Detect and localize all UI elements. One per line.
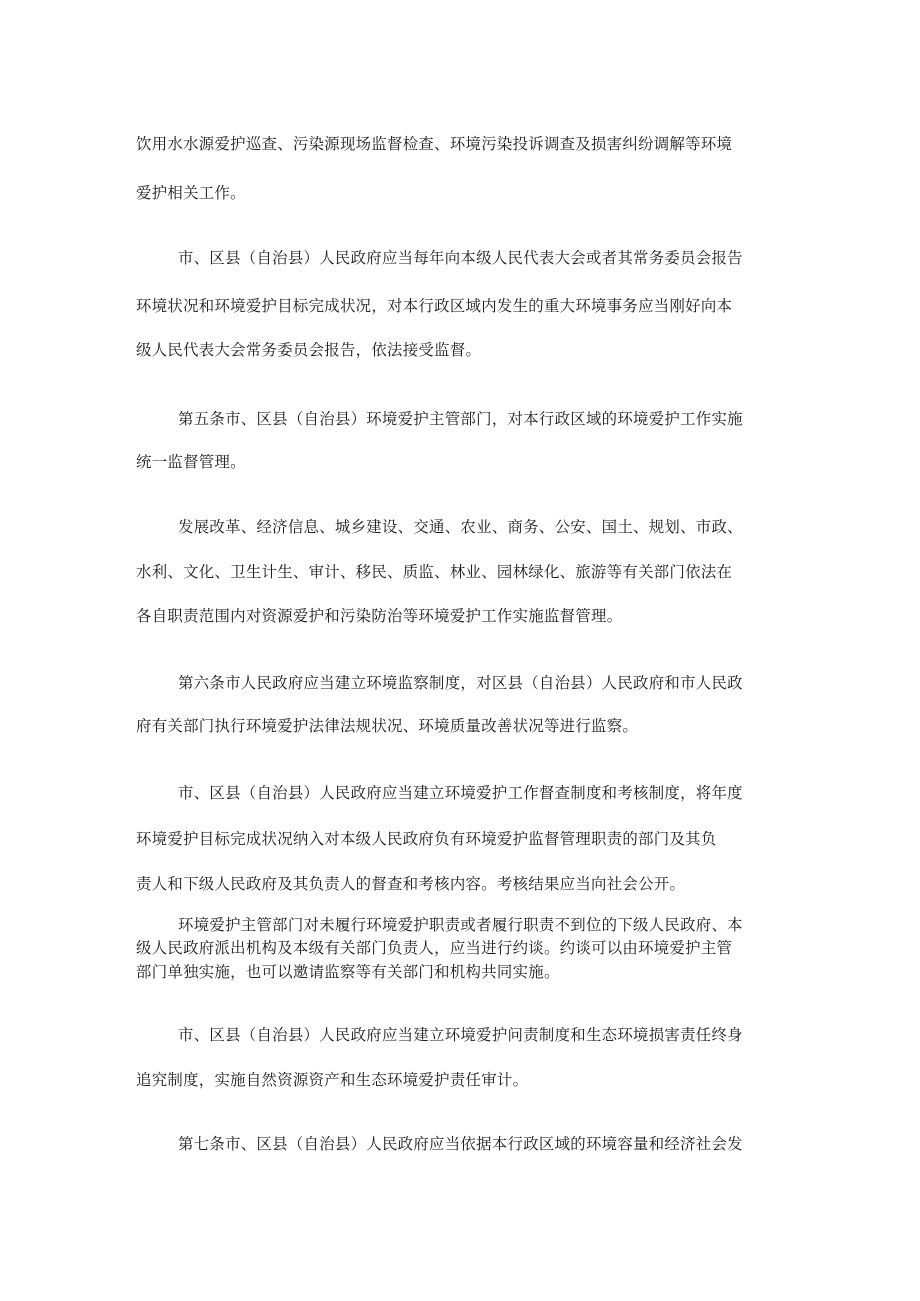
text-line: 各自职责范围内对资源爱护和污染防治等环境爱护工作实施监督管理。 [136, 607, 623, 625]
text-line: 环境爱护主管部门对未履行环境爱护职责或者履行职责不到位的下级人民政府、本 [178, 916, 743, 934]
text-line: 环境状况和环境爱护目标完成状况，对本行政区域内发生的重大环境事务应当刚好向本 [136, 297, 733, 315]
text-line: 水利、文化、卫生计生、审计、移民、质监、林业、园林绿化、旅游等有关部门依法在 [136, 563, 733, 581]
text-line: 级人民政府派出机构及本级有关部门负责人，应当进行约谈。约谈可以由环境爱护主管 [136, 939, 733, 957]
text-line: 第五条市、区县（自治县）环境爱护主管部门，对本行政区域的环境爱护工作实施 [178, 410, 743, 428]
text-line: 市、区县（自治县）人民政府应当建立环境爱护问责制度和生态环境损害责任终身 [178, 1026, 743, 1044]
text-line: 环境爱护目标完成状况纳入对本级人民政府负有环境爱护监督管理职责的部门及其负 [136, 830, 717, 848]
text-line: 部门单独实施，也可以邀请监察等有关部门和机构共同实施。 [136, 963, 560, 981]
text-line: 级人民代表大会常务委员会报告，依法接受监督。 [136, 341, 482, 359]
text-line: 爱护相关工作。 [136, 184, 246, 202]
text-line: 责人和下级人民政府及其负责人的督查和考核内容。考核结果应当向社会公开。 [136, 875, 686, 893]
text-line: 发展改革、经济信息、城乡建设、交通、农业、商务、公安、国土、规划、市政、 [178, 518, 743, 536]
text-line: 市、区县（自治县）人民政府应当每年向本级人民代表大会或者其常务委员会报告 [178, 249, 743, 267]
text-line: 府有关部门执行环境爱护法律法规状况、环境质量改善状况等进行监察。 [136, 717, 639, 735]
text-line: 统一监督管理。 [136, 453, 246, 471]
text-line: 第七条市、区县（自治县）人民政府应当依据本行政区域的环境容量和经济社会发 [178, 1135, 743, 1153]
text-line: 第六条市人民政府应当建立环境监察制度，对区县（自治县）人民政府和市人民政 [178, 674, 743, 692]
text-line: 饮用水水源爱护巡查、污染源现场监督检查、环境污染投诉调查及损害纠纷调解等环境 [136, 135, 733, 153]
text-line: 追究制度，实施自然资源资产和生态环境爱护责任审计。 [136, 1071, 529, 1089]
text-line: 市、区县（自治县）人民政府应当建立环境爱护工作督查制度和考核制度，将年度 [178, 784, 743, 802]
